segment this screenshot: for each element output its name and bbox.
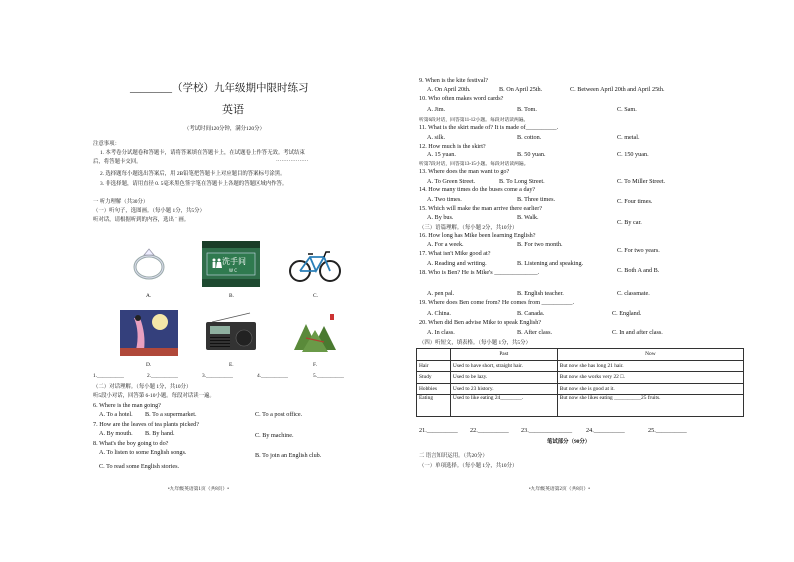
page-footer: •九年级英语第2页（共8页）• bbox=[529, 487, 590, 492]
option-b: B. To Long Street. bbox=[499, 178, 545, 185]
option-a: A. For a week. bbox=[427, 241, 464, 248]
table-row bbox=[417, 360, 744, 372]
notice-item: 后，将答题卡交回。 bbox=[93, 159, 142, 165]
notice-item: 3. 非选择题，请用直径 0. 5毫米黑色签字笔在答题卡上各题的答题区域内作答。 bbox=[100, 181, 288, 187]
ring-image bbox=[120, 241, 178, 287]
answer-blank: 4.__________ bbox=[257, 373, 288, 379]
question-text: 8. What's the boy going to do? bbox=[93, 440, 169, 447]
table-row bbox=[417, 383, 744, 395]
option-c: C. For two years. bbox=[617, 247, 660, 254]
picture-label: F. bbox=[313, 362, 317, 368]
option-a: A. In class. bbox=[427, 329, 455, 336]
picture-label: C. bbox=[313, 293, 318, 299]
time-note: （考试时间120分钟，满分120分） bbox=[184, 126, 265, 132]
notice-dots: ……………… bbox=[276, 157, 309, 163]
answer-blank: 3.__________ bbox=[202, 373, 233, 379]
question-text: 12. How much is the skirt? bbox=[419, 143, 486, 150]
option-b: B. Walk. bbox=[517, 214, 539, 221]
option-c: C. 150 yuan. bbox=[617, 151, 649, 158]
question-text: 11. What is the skirt made of? It is made of__________. bbox=[419, 124, 559, 131]
notice-item: 1. 本考卷分试题卷和答题卡，请将答案填在答题卡上，在试题卷上作答无效。考试结束 bbox=[100, 150, 305, 156]
zongzi-image bbox=[286, 310, 344, 356]
option-b: B. By hand. bbox=[145, 430, 175, 437]
option-b: B. Three times. bbox=[517, 196, 556, 203]
option-b: B. To join an English club. bbox=[255, 452, 322, 459]
option-c: C. metal. bbox=[617, 134, 640, 141]
option-c: C. Between April 20th and April 25th. bbox=[570, 86, 665, 93]
table-cell: Used to like eating 24________. bbox=[450, 395, 557, 417]
table-header-row bbox=[417, 349, 744, 361]
question-text: 13. Where does the man want to go? bbox=[419, 168, 510, 175]
part-heading: （一）听句子，选图画。（每小题 1分，共5分） bbox=[93, 208, 205, 214]
answer-blank: 2.__________ bbox=[147, 373, 178, 379]
radio-image bbox=[202, 310, 260, 356]
toilet-sign-wc: W C bbox=[229, 268, 238, 273]
answer-blank: 25.__________ bbox=[648, 427, 687, 434]
notice-item: 2. 选择题每小题选出答案后，用 2B铅笔把答题卡上对应题目的答案标号涂黑。 bbox=[100, 171, 286, 177]
table-cell: But now she works very 22 □. bbox=[557, 372, 743, 384]
option-c: C. By car. bbox=[617, 219, 642, 226]
option-a: A. China. bbox=[427, 310, 451, 317]
question-text: 18. Who is Ben? He is Mike's ______________. bbox=[419, 269, 540, 276]
option-b: B. cotton. bbox=[517, 134, 542, 141]
option-c: C. To Miller Street. bbox=[617, 178, 666, 185]
option-a: A. By mouth. bbox=[99, 430, 133, 437]
subject-title: 英语 bbox=[222, 104, 244, 116]
option-a: A. To listen to some English songs. bbox=[99, 449, 187, 456]
option-b: B. English teacher. bbox=[517, 290, 564, 297]
table-cell: But now she likes eating __________25 fruits. bbox=[557, 395, 743, 417]
option-a: A. On April 20th. bbox=[427, 86, 471, 93]
part-note: 听5段小对话，回答第 6-10小题。每段对话读一遍。 bbox=[93, 393, 215, 399]
table-cell: Eating bbox=[417, 395, 451, 417]
answer-blank: 5.__________ bbox=[313, 373, 344, 379]
option-c: C. England. bbox=[612, 310, 642, 317]
notice-heading: 注意事项： bbox=[93, 141, 120, 147]
mid-autumn-image bbox=[120, 310, 178, 356]
right-page bbox=[397, 0, 794, 562]
option-c: C. To read some English stories. bbox=[99, 463, 180, 470]
note-table bbox=[416, 348, 744, 417]
option-a: A. To a hotel. bbox=[99, 411, 133, 418]
option-b: B. On April 25th. bbox=[499, 86, 543, 93]
table-cell: But now she is good at it. bbox=[557, 383, 743, 395]
question-text: 14. How many times do the buses come a day? bbox=[419, 186, 536, 193]
page-footer: •九年级英语第1页（共8页）• bbox=[168, 487, 229, 492]
answer-blank: 1.__________ bbox=[93, 373, 124, 379]
question-text: 9. When is the kite festival? bbox=[419, 77, 488, 84]
table-cell: Hobbies bbox=[417, 383, 451, 395]
section-heading: 一 听力理解（共30分） bbox=[93, 199, 149, 205]
listening-note: 听第6段对话，回答第11-12小题。每段对话读两遍。 bbox=[419, 118, 529, 123]
question-text: 7. How are the leaves of tea plants picked? bbox=[93, 421, 200, 428]
toilet-sign-image bbox=[202, 241, 260, 287]
option-a: A. By bus. bbox=[427, 214, 454, 221]
table-header-cell: Past bbox=[450, 349, 557, 361]
option-a: A. 15 yuan. bbox=[427, 151, 456, 158]
option-b: B. After class. bbox=[517, 329, 553, 336]
question-text: 10. Who often makes word cards? bbox=[419, 95, 504, 102]
option-a: A. silk. bbox=[427, 134, 446, 141]
table-cell: Study bbox=[417, 372, 451, 384]
option-b: B. 50 yuan. bbox=[517, 151, 546, 158]
question-text: 17. What isn't Mike good at? bbox=[419, 250, 491, 257]
answer-blank: 24.__________ bbox=[586, 427, 625, 434]
answer-blank: 21.__________ bbox=[419, 427, 458, 434]
table-header-cell: Now bbox=[557, 349, 743, 361]
option-b: B. To a supermarket. bbox=[145, 411, 197, 418]
picture-label: D. bbox=[146, 362, 152, 368]
table-cell: Hair bbox=[417, 360, 451, 372]
answer-blank: 23.______________ bbox=[521, 427, 573, 434]
table-cell: Used to 23 history. bbox=[450, 383, 557, 395]
option-b: B. Canada. bbox=[517, 310, 545, 317]
option-a: A. pen pal. bbox=[427, 290, 455, 297]
question-text: 16. How long has Mike been learning English? bbox=[419, 232, 536, 239]
answer-blank: 22.__________ bbox=[470, 427, 509, 434]
question-text: 6. Where is the man going? bbox=[93, 402, 161, 409]
table-row bbox=[417, 395, 744, 417]
option-b: B. For two month. bbox=[517, 241, 563, 248]
picture-label: E. bbox=[229, 362, 234, 368]
option-a: A. Reading and writing. bbox=[427, 260, 487, 267]
option-a: A. Two times. bbox=[427, 196, 462, 203]
page-title: ________（学校）九年级期中限时练习 bbox=[130, 83, 309, 94]
table-header-cell bbox=[417, 349, 451, 361]
picture-label: A. bbox=[146, 293, 152, 299]
section-heading: 笔试部分（90分） bbox=[547, 439, 591, 445]
option-b: B. Listening and speaking. bbox=[517, 260, 584, 267]
table-row bbox=[417, 372, 744, 384]
option-b: B. Tom. bbox=[517, 106, 537, 113]
part-heading: （一）单项选择。（每小题 1分，共10分） bbox=[419, 463, 518, 469]
part-heading: （二）对话理解。（每小题 1分，共10分） bbox=[93, 384, 192, 390]
question-text: 15. Which will make the man arrive there earlier? bbox=[419, 205, 543, 212]
question-text: 19. Where does Ben come from? He comes from __________. bbox=[419, 299, 575, 306]
section-heading: 二 语言知识运用。（共20分） bbox=[419, 453, 488, 459]
part-note: 听对话，请根据听到的内容，选出 ¨ 画。 bbox=[93, 217, 190, 223]
option-c: C. By machine. bbox=[255, 432, 294, 439]
question-text: 20. When did Ben advise Mike to speak English? bbox=[419, 319, 542, 326]
option-c: C. To a post office. bbox=[255, 411, 303, 418]
option-c: C. Sam. bbox=[617, 106, 637, 113]
picture-label: B. bbox=[229, 293, 234, 299]
option-c: C. Both A and B. bbox=[617, 267, 660, 274]
table-cell: Used to be lazy. bbox=[450, 372, 557, 384]
option-a: A. To Green Street. bbox=[427, 178, 476, 185]
option-c: C. In and after class. bbox=[612, 329, 663, 336]
toilet-sign-text: 洗手间 bbox=[222, 257, 246, 266]
table-cell: Used to have short, straight hair. bbox=[450, 360, 557, 372]
option-c: C. Four times. bbox=[617, 198, 653, 205]
bicycle-image bbox=[286, 241, 344, 287]
table-cell: But now she has long 21 hair. bbox=[557, 360, 743, 372]
part-heading: （四）听短文，填表格。（每小题 1分，共5分） bbox=[419, 340, 531, 346]
listening-note: 听第7段对话，回答第13-15小题。每段对话读两遍。 bbox=[419, 162, 529, 167]
option-a: A. Jim. bbox=[427, 106, 446, 113]
part-heading: （三）语篇理解。（每小题 2分，共10分） bbox=[419, 225, 518, 231]
option-c: C. classmate. bbox=[617, 290, 650, 297]
